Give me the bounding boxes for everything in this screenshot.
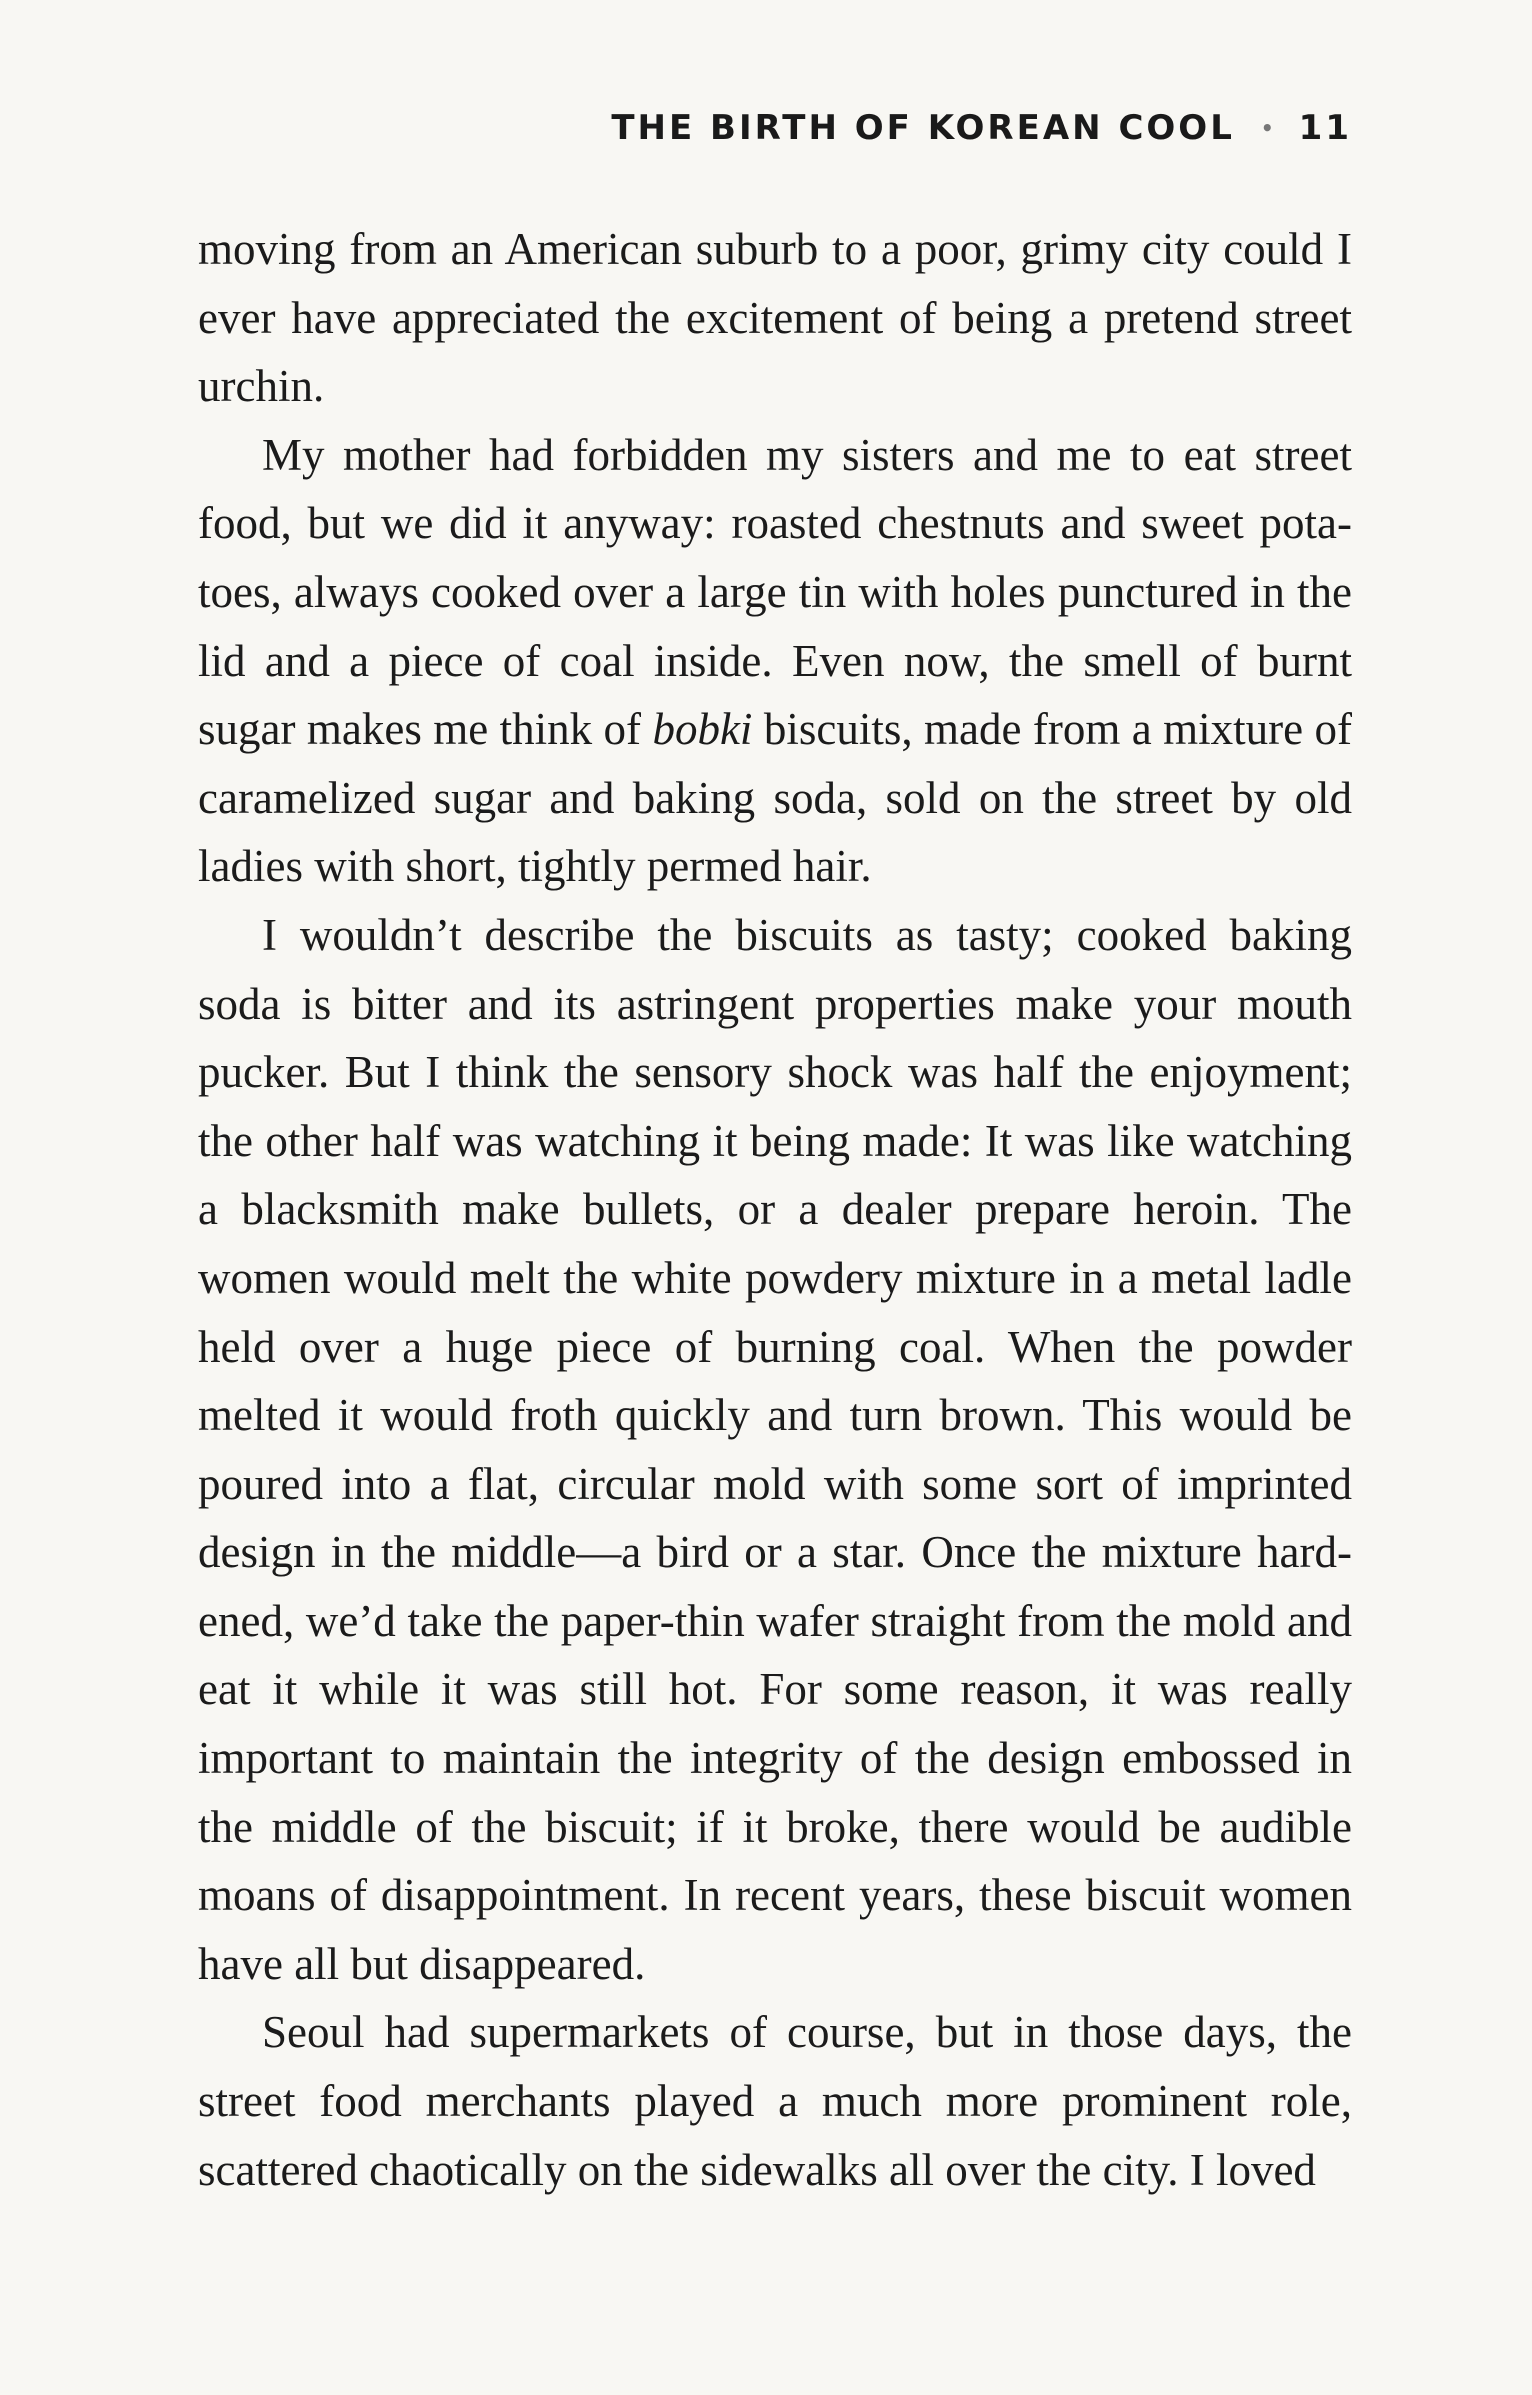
paragraph-2-text-b: biscuits, made from a mixture of caramelized sugar and baking soda, sold on the street by old ladies with short, tightly permed hair.	[198, 704, 1352, 892]
page-number: 11	[1298, 108, 1352, 148]
paragraph-4: Seoul had supermarkets of course, but in those days, the street food merchants played a much more prominent role, scattered chaotically on the sidewalks all over the city. I loved	[198, 2007, 1352, 2195]
paragraph-3: I wouldn’t describe the biscuits as tasty; cooked baking soda is bitter and its astringent properties make your mouth pucker. But I think the sensory shock was half the enjoyment; the other half was watching it being made: It was like watching a blacksmith make bullets, or a dealer prepare heroin. The women would melt the white powdery mixture in a metal ladle held over a huge piece of burning coal. When the powder melted it would froth quickly and turn brown. This would be poured into a flat, circular mold with some sort of imprinted design in the middle—a bird or a star. Once the mixture hardened, we’d take the paper-thin wafer straight from the mold and eat it while it was still hot. For some reason, it was really important to maintain the integrity of the design embossed in the middle of the biscuit; if it broke, there would be audible moans of disappointment. In recent years, these biscuit women have all but disappeared.	[198, 909, 1352, 1989]
paragraph-2	[198, 421, 1352, 901]
paragraph-2-italic-term: bobki	[652, 704, 753, 755]
running-head-title: THE BIRTH OF KOREAN COOL	[611, 108, 1235, 148]
body-text	[198, 215, 1352, 2204]
paragraph-2-text-a: My mother had forbidden my sisters and me to eat street food, but we did it anyway: roasted chestnuts and sweet potatoes, always cooked over a large tin with holes punctured in the lid and a piece of coal inside. Even now, the smell of burnt sugar makes me think of	[198, 429, 1352, 755]
paragraph-1: moving from an American suburb to a poor, grimy city could I ever have appreciated the excitement of being a pretend street urchin.	[198, 224, 1352, 412]
running-head	[592, 102, 1352, 154]
bullet-separator-icon: •	[1260, 116, 1277, 140]
